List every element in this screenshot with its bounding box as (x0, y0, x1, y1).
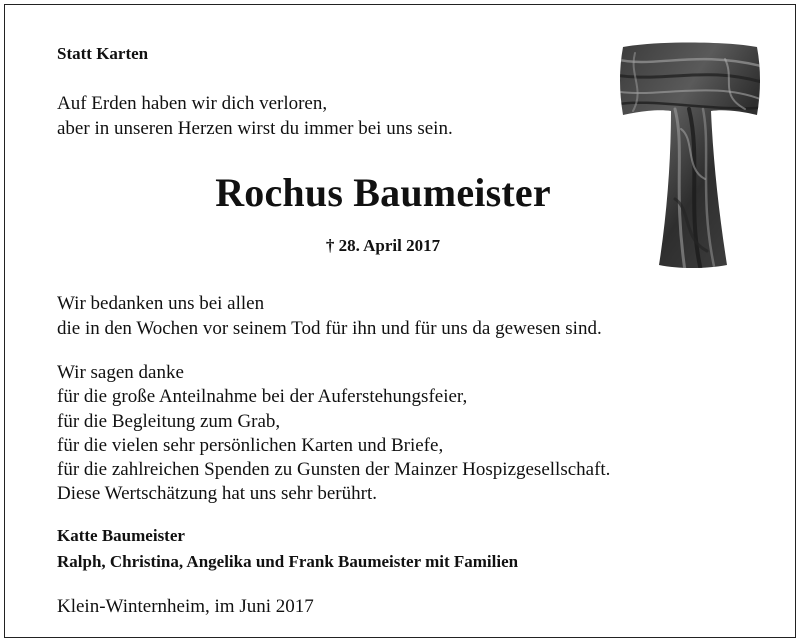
thanks-line-1: Wir bedanken uns bei allen (57, 293, 265, 314)
signer-line-2: Ralph, Christina, Angelika und Frank Baumeister mit Familien (57, 552, 519, 571)
signer-line-1: Katte Baumeister (57, 526, 185, 545)
verse-line-2: aber in unseren Herzen wirst du immer bei uns sein. (57, 118, 453, 139)
gratitude-line: für die Begleitung zum Grab, (57, 410, 281, 432)
gratitude-paragraph (57, 361, 610, 507)
death-date: † 28. April 2017 (325, 236, 441, 255)
tau-cross-icon (615, 39, 765, 271)
memorial-verse (57, 91, 453, 141)
verse-line-1: Auf Erden haben wir dich verloren, (57, 93, 328, 114)
gratitude-line: für die vielen sehr persönlichen Karten und Briefe, (57, 434, 444, 456)
obituary-notice (4, 4, 796, 638)
gratitude-line: Wir sagen danke (57, 362, 184, 383)
signers (57, 523, 518, 575)
thanks-paragraph (57, 291, 602, 341)
deceased-name: Rochus Baumeister (215, 170, 551, 215)
thanks-line-2: die in den Wochen vor seinem Tod für ihn und für uns da gewesen sind. (57, 318, 602, 339)
place-date: Klein-Winternheim, im Juni 2017 (57, 596, 314, 617)
gratitude-line: für die große Anteilnahme bei der Auferstehungsfeier, (57, 386, 468, 408)
gratitude-line: Diese Wertschätzung hat uns sehr berührt. (57, 483, 377, 505)
statt-karten-heading: Statt Karten (57, 44, 149, 63)
gratitude-line: für die zahlreichen Spenden zu Gunsten der Mainzer Hospizgesellschaft. (57, 459, 611, 481)
